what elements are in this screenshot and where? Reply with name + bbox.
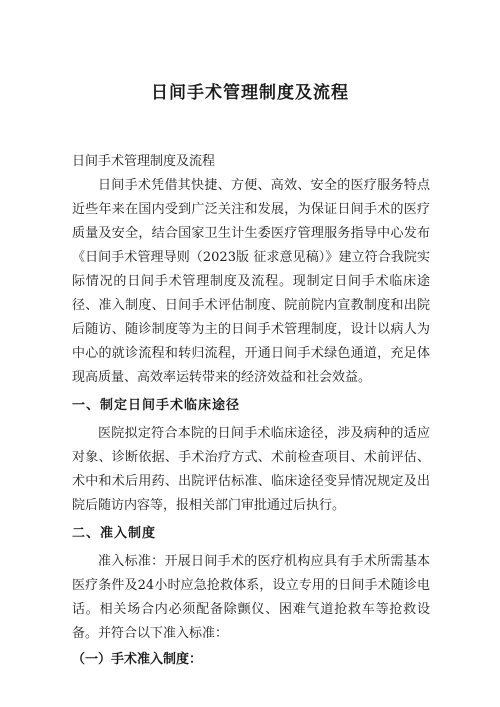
document-body xyxy=(72,150,430,672)
document-subtitle: 日间手术管理制度及流程 xyxy=(72,154,216,169)
document-title: 日间手术管理制度及流程 xyxy=(151,83,349,103)
section-2-heading: 二、准入制度 xyxy=(72,526,157,541)
section-1-paragraph: 医院拟定符合本院的日间手术临床途径，涉及病种的适应对象、诊断依据、手术治疗方式、术前检查项目、术前评估、术中和术后用药、出院评估标准、临床途径变异情况规定及出院后随访内容等，报相关部门审批通过后执行。 xyxy=(72,426,430,513)
section-2-paragraph: 准入标准：开展日间手术的医疗机构应具有手术所需基本医疗条件及24小时应急抢救体系，设立专用的日间手术随诊电话。相关场合内必须配备除颤仪、困难气道抢救车等抢救设备。并符合以下准入标准： xyxy=(72,554,430,641)
intro-paragraph: 日间手术凭借其快捷、方便、高效、安全的医疗服务特点近些年来在国内受到广泛关注和发展，为保证日间手术的医疗质量及安全，结合国家卫生计生委医疗管理服务指导中心发布《日间手术管理导则（2023版 征求意见稿）》建立符合我院实际情况的日间手术管理制度及流程。现制定日间手术临床途径、准入制度、日间手术评估制度、院前院内宣教制度和出院后随访、随诊制度等为主的日间手术管理制度，设计以病人为中心的就诊流程和转归流程，开通日间手术绿色通道，充足体现高质量、高效率运转带来的经济效益和社会效益。 xyxy=(72,178,430,385)
section-2-subheading-1: （一）手术准入制度： xyxy=(72,652,203,667)
section-1-heading: 一、制定日间手术临床途径 xyxy=(72,398,241,413)
